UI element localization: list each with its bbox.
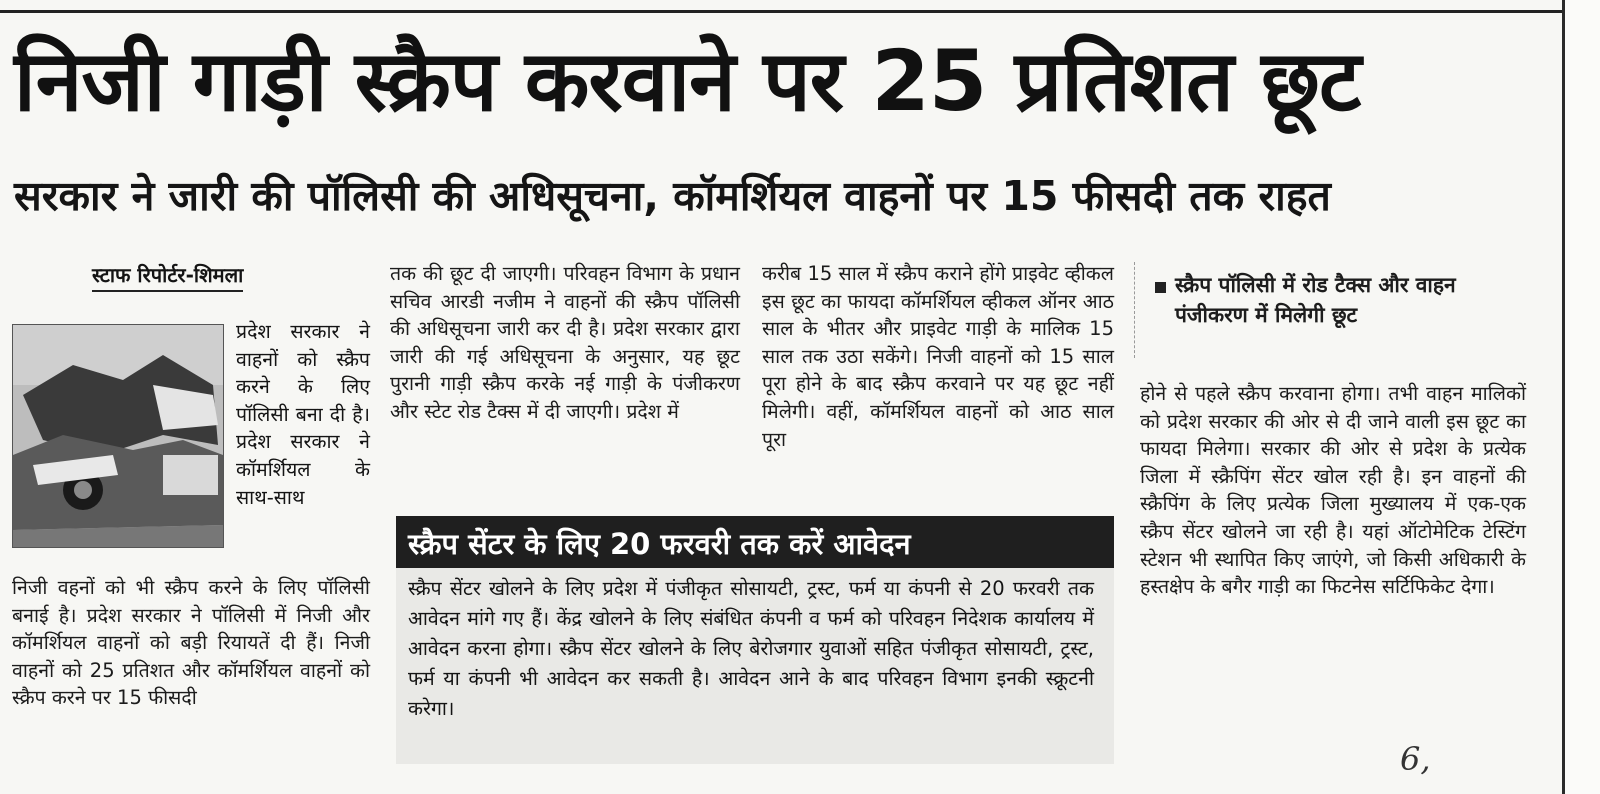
col2-paragraph: तक की छूट दी जाएगी। परिवहन विभाग के प्रधान सचिव आरडी नजीम ने वाहनों की स्क्रैप पॉलिसी की अधिसूचना जारी कर दी है। प्रदेश सरकार द्वारा जारी की गई अधिसूचना के अनुसार, यह छूट पुरानी गाड़ी स्क्रैप करके नई गाड़ी के पंजीकरण और स्टेट रोड टैक्स में दी जाएगी। प्रदेश में xyxy=(390,262,740,423)
column-4 xyxy=(1140,380,1526,601)
scrapped-cars-photo xyxy=(12,324,224,548)
bullet-square-icon xyxy=(1155,282,1166,293)
callout-text: स्क्रैप पॉलिसी में रोड टैक्स और वाहन पंजीकरण में मिलेगी छूट xyxy=(1175,273,1456,327)
column-3 xyxy=(762,260,1114,453)
col1-wrap-paragraph: प्रदेश सरकार ने वाहनों को स्क्रैप करने के लिए पॉलिसी बना दी है। प्रदेश सरकार ने कॉमर्शियल के साथ-साथ xyxy=(236,320,370,509)
box-title-text: स्क्रैप सेंटर के लिए 20 फरवरी तक करें आवेदन xyxy=(408,527,911,561)
col4-paragraph: होने से पहले स्क्रैप करवाना होगा। तभी वाहन मालिकों को प्रदेश सरकार की ओर से दी जाने वाली इस छूट का फायदा मिलेगा। सरकार की ओर से प्रदेश के प्रत्येक जिला में स्क्रैपिंग सेंटर खोल रही है। इन वाहनों की स्क्रैपिंग के लिए प्रत्येक जिला मुख्यालय में एक-एक स्क्रैप सेंटर खोलने जा रही है। यहां ऑटोमेटिक टेस्टिंग स्टेशन भी स्थापित किए जाएंगे, जो किसी अधिकारी के हस्तक्षेप के बगैर गाड़ी का फिटनेस सर्टिफिकेट देगा। xyxy=(1140,382,1526,599)
byline: स्टाफ रिपोर्टर-शिमला xyxy=(92,261,243,292)
col1-paragraph: निजी वहनों को भी स्क्रैप करने के लिए पॉलिसी बनाई है। प्रदेश सरकार ने पॉलिसी में निजी और कॉमर्शियल वाहनों को बड़ी रियायतें दी हैं। निजी वाहनों को 25 प्रतिशत और कॉमर्शियल वाहनों को स्क्रैप करने पर 15 फीसदी xyxy=(12,576,370,710)
sidebar-box-title xyxy=(396,516,1114,568)
column-2 xyxy=(390,260,740,426)
col3-paragraph: करीब 15 साल में स्क्रैप कराने होंगे प्राइवेट व्हीकल इस छूट का फायदा कॉमर्शियल व्हीकल ऑनर आठ साल के भीतर और प्राइवेट गाड़ी के मालिक 15 साल तक उठा सकेंगे। निजी वाहनों को 15 साल पूरा होने के बाद स्क्रैप करवाने पर यह छूट नहीं मिलेगी। वहीं, कॉमर्शियल वाहनों को आठ साल पूरा xyxy=(762,262,1114,451)
top-rule xyxy=(0,10,1562,13)
scrapped-cars-image xyxy=(13,325,223,547)
headline: निजी गाड़ी स्क्रैप करवाने पर 25 प्रतिशत छूट xyxy=(14,32,1361,130)
handwritten-page-mark: 6, xyxy=(1400,740,1431,778)
column-1-wrap-text xyxy=(236,318,370,511)
sidebar-box-body xyxy=(396,568,1114,764)
callout-box xyxy=(1134,262,1525,358)
column-1 xyxy=(12,574,370,712)
subheadline: सरकार ने जारी की पॉलिसी की अधिसूचना, कॉमर्शियल वाहनों पर 15 फीसदी तक राहत xyxy=(14,172,1331,220)
box-body-text: स्क्रैप सेंटर खोलने के लिए प्रदेश में पंजीकृत सोसायटी, ट्रस्ट, फर्म या कंपनी से 20 फरवरी तक आवेदन मांगे गए हैं। केंद्र खोलने के लिए संबंधित कंपनी व फर्म को परिवहन निदेशक कार्यालय में आवेदन करना होगा। स्क्रैप सेंटर खोलने के लिए बेरोजगार युवाओं सहित पंजीकृत सोसायटी, ट्रस्ट, फर्म या कंपनी भी आवेदन कर सकती है। आवेदन आने के बाद परिवहन विभाग इनकी स्क्रूटनी करेगा। xyxy=(408,577,1094,720)
